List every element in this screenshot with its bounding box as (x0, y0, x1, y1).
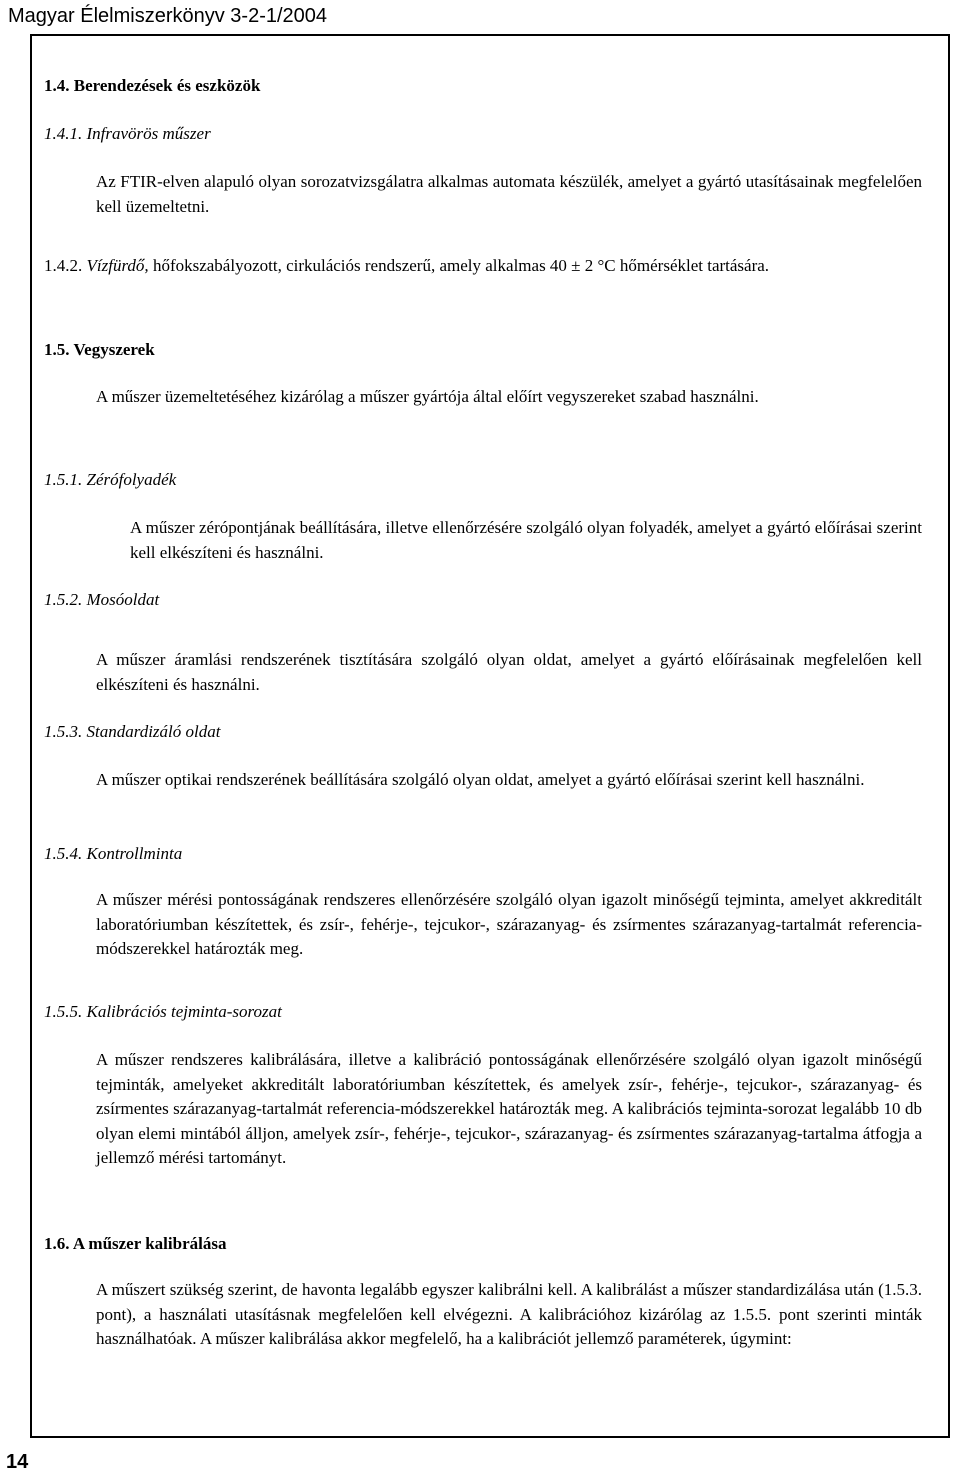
section-1-6-heading (44, 1232, 226, 1256)
section-1-5-4-text: A műszer mérési pontosságának rendszeres ellenőrzésére szolgáló olyan igazolt minőségű tejminta, amelyet akkreditált laboratóriumban készítettek, és zsír-, fehérje-, tejcukor-, szárazanyag- és zsírmentes szárazanyag-tartalmát referencia-módszerekkel határozták meg. (96, 890, 922, 958)
section-1-5-5-text: A műszer rendszeres kalibrálására, illetve a kalibráció pontosságának ellenőrzésére szolgáló olyan igazolt minőségű tejminták, amelyeket akkreditált laboratóriumban készítettek, és amelyek zsír-, fehérje-, tejcukor-, szárazanyag- és zsírmentes szárazanyag-tartalmát referencia-módszerekkel határozták meg. A kalibrációs tejminta-sorozat legalább 10 db olyan elemi mintából álljon, amelyek zsír-, fehérje-, tejcukor-, szárazanyag- és zsírmentes szárazanyag-tartalma átfogja a jellemző mérési tartományt. (96, 1050, 922, 1167)
section-title: Berendezések és eszközök (73, 76, 261, 95)
section-1-5-2-text: A műszer áramlási rendszerének tisztítására szolgáló olyan oldat, amelyet a gyártó előírásainak megfelelően kell elkészíteni és használni. (96, 650, 922, 694)
section-number: 1.5.4. (44, 844, 83, 863)
section-1-5-3-text: A műszer optikai rendszerének beállítására szolgáló olyan oldat, amelyet a gyártó előírásai szerint kell használni. (96, 770, 865, 789)
section-title: Infravörös műszer (86, 124, 211, 143)
section-number: 1.5. (44, 340, 70, 359)
section-1-5-4-heading (44, 842, 182, 866)
page-number: 14 (6, 1451, 29, 1473)
section-1-4-2-text: hőfokszabályozott, cirkulációs rendszerű, amely alkalmas 40 ± 2 °C hőmérséklet tartására. (152, 256, 770, 275)
section-number: 1.6. (44, 1234, 70, 1253)
section-title: Mosóoldat (86, 590, 160, 609)
section-title: Vegyszerek (73, 340, 155, 359)
section-number: 1.5.3. (44, 722, 83, 741)
section-1-5-3-heading (44, 720, 220, 744)
section-title: Kontrollminta (86, 844, 183, 863)
section-number: 1.4. (44, 76, 70, 95)
section-1-5-heading (44, 338, 155, 362)
section-1-5-1-heading (44, 468, 176, 492)
section-1-4-1-heading (44, 122, 211, 146)
section-number: 1.5.5. (44, 1002, 83, 1021)
page-header-title: Magyar Élelmiszerkönyv 3-2-1/2004 (8, 5, 328, 27)
section-1-4-heading (44, 74, 260, 98)
section-title: Vízfürdő, (86, 256, 149, 275)
section-number: 1.4.1. (44, 124, 83, 143)
section-1-6-text: A műszert szükség szerint, de havonta legalább egyszer kalibrálni kell. A kalibrálást a műszer standardizálása után (1.5.3. pont), a használati utasításnak megfelelően kell elvégezni. A kalibrációhoz kizárólag az 1.5.5. pont szerinti minták használhatóak. A műszer kalibrálása akkor megfelelő, ha a kalibrációt jellemző paraméterek, úgymint: (96, 1280, 922, 1348)
section-title: Kalibrációs tejminta-sorozat (86, 1002, 282, 1021)
section-1-4-2-paragraph (44, 254, 922, 279)
section-1-5-5-heading (44, 1000, 282, 1024)
section-number: 1.5.1. (44, 470, 83, 489)
section-1-5-1-text: A műszer zérópontjának beállítására, illetve ellenőrzésére szolgáló olyan folyadék, amelyet a gyártó előírásai szerint kell elkészíteni és használni. (130, 518, 922, 562)
section-number: 1.4.2. (44, 256, 83, 275)
section-title: Zérófolyadék (86, 470, 177, 489)
section-1-4-1-text: Az FTIR-elven alapuló olyan sorozatvizsgálatra alkalmas automata készülék, amelyet a gyártó utasításainak megfelelően kell üzemeltetni. (96, 172, 922, 216)
section-title: A műszer kalibrálása (72, 1234, 227, 1253)
section-title: Standardizáló oldat (86, 722, 221, 741)
section-1-5-text: A műszer üzemeltetéséhez kizárólag a műszer gyártója által előírt vegyszereket szabad használni. (96, 387, 759, 406)
section-1-5-2-heading (44, 588, 159, 612)
section-number: 1.5.2. (44, 590, 83, 609)
